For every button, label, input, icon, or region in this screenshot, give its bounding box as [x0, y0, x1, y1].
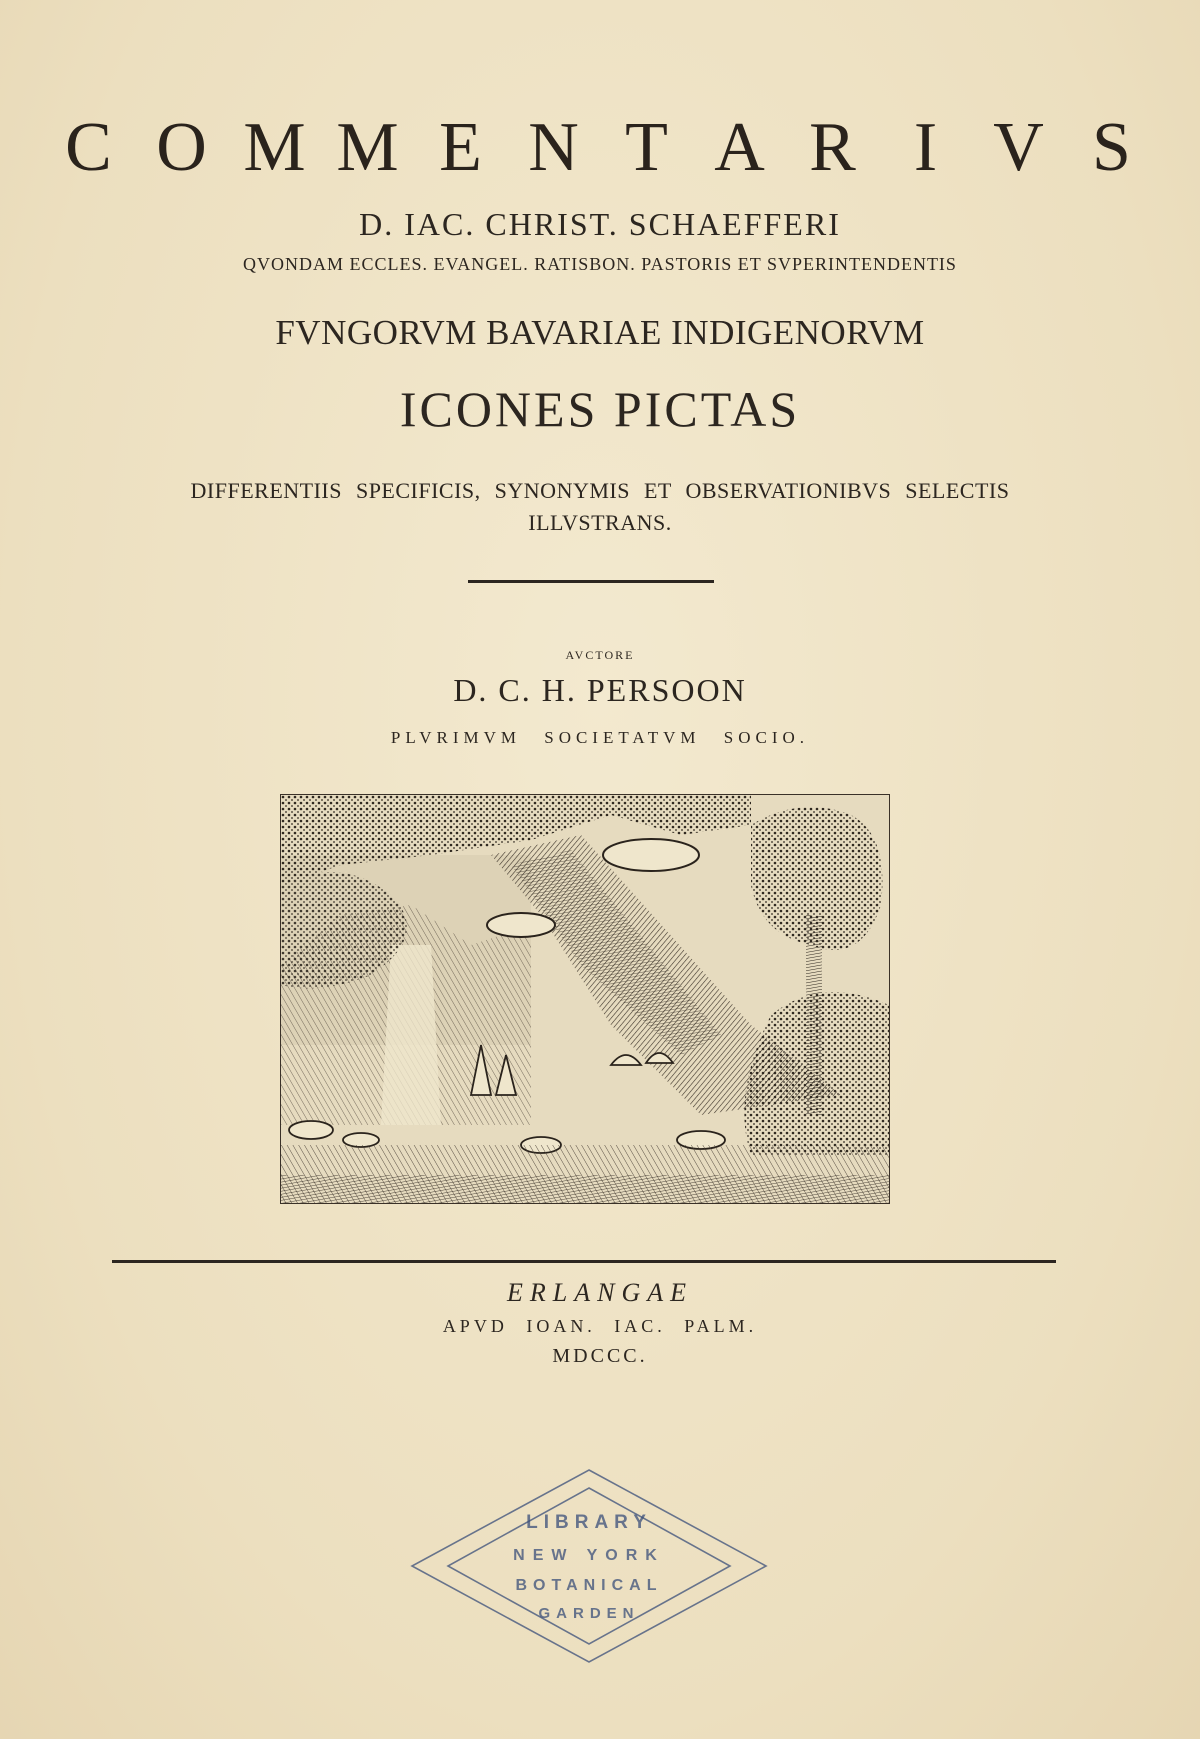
title-letter: C [65, 109, 112, 186]
stamp-line-1: LIBRARY [526, 1512, 652, 1533]
title-letter: M [336, 109, 399, 186]
subject-line: FVNGORVM BAVARIAE INDIGENORVM [275, 313, 925, 352]
engraving-illustration [280, 794, 890, 1204]
title-letter: O [156, 109, 207, 186]
title-letter: N [528, 109, 579, 186]
title-letter: V [993, 109, 1044, 186]
stamp-line-4: GARDEN [538, 1605, 640, 1622]
title-letter: S [1092, 109, 1131, 186]
icones-line: ICONES PICTAS [399, 381, 801, 437]
title-letter: I [913, 109, 938, 186]
auctor-title: PLVRIMVM SOCIETATVM SOCIO. [390, 728, 810, 747]
title-letter: M [243, 109, 306, 186]
title-letter: R [809, 109, 856, 186]
imprint-publisher: APVD IOAN. IAC. PALM. [442, 1316, 758, 1336]
title-letter: T [625, 109, 668, 186]
stamp-line-3: BOTANICAL [515, 1577, 663, 1594]
auctore-label: AVCTORE [565, 648, 635, 662]
title-letter: A [714, 109, 765, 186]
author-line: D. IAC. CHRIST. SCHAEFFERI [359, 206, 841, 242]
description-line-1: DIFFERENTIIS SPECIFICIS, SYNONYMIS ET OBSERVATIONIBVS SELECTIS [190, 478, 1010, 503]
title-letter: E [439, 109, 482, 186]
main-title [0, 108, 1200, 188]
imprint-rule [112, 1260, 1056, 1263]
imprint-place: ERLANGAE [507, 1278, 693, 1307]
stamp-line-2: NEW YORK [513, 1547, 665, 1564]
auctor-name: D. C. H. PERSOON [453, 672, 747, 708]
imprint-year: MDCCC. [552, 1345, 648, 1367]
divider-rule [468, 580, 714, 583]
description-line-2: ILLVSTRANS. [528, 510, 672, 535]
library-stamp [408, 1466, 770, 1666]
office-line: QVONDAM ECCLES. EVANGEL. RATISBON. PASTORIS ET SVPERINTENDENTIS [243, 254, 957, 274]
